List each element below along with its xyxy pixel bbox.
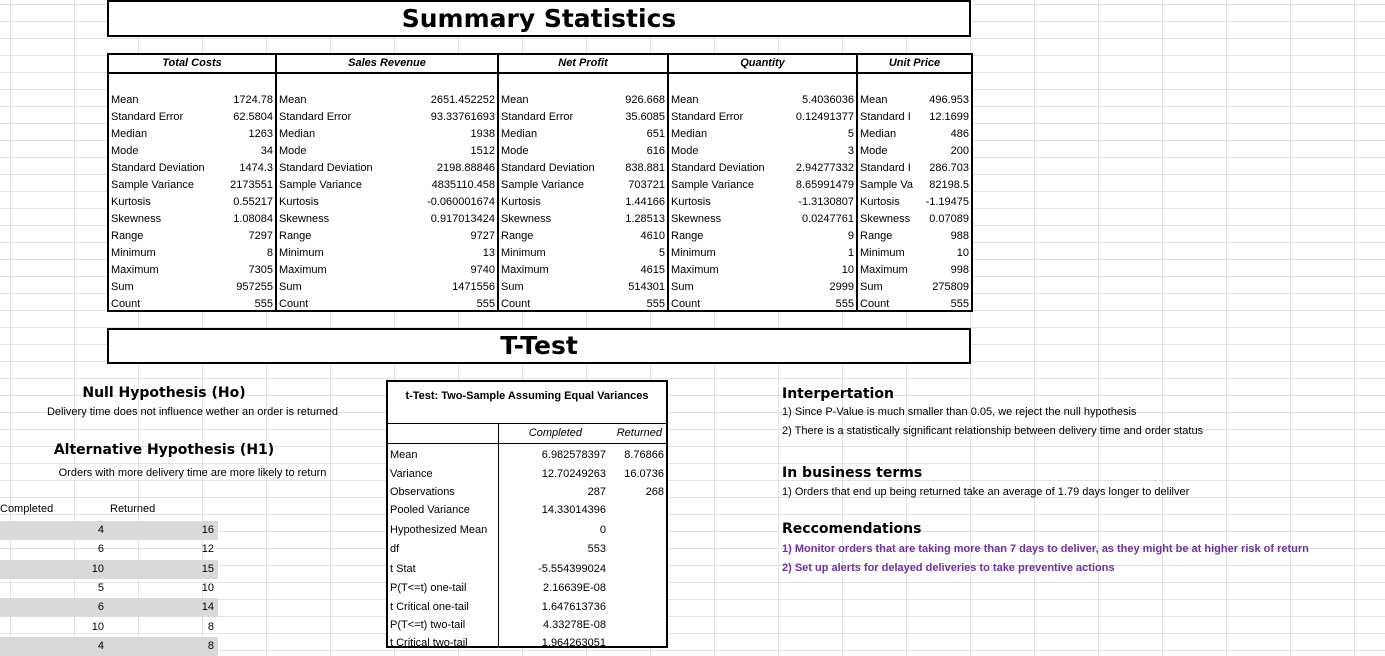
ttest-row-label: t Critical two-tail (390, 637, 468, 649)
stat-row (277, 177, 497, 194)
stat-label: Mean (111, 94, 139, 106)
ttest-row-label: t Critical one-tail (390, 601, 469, 613)
stat-row (669, 279, 856, 296)
delivery-row (0, 540, 218, 559)
stat-row (858, 109, 971, 126)
stat-label: Skewness (501, 213, 552, 225)
delivery-row (0, 618, 218, 637)
stat-label: Standard Error (671, 111, 744, 123)
ttest-title: T-Test (500, 331, 578, 360)
stat-value: 62.5804 (233, 111, 273, 123)
stat-label: Count (860, 298, 890, 310)
stat-value: 9 (847, 230, 854, 242)
stat-label: Skewness (671, 213, 722, 225)
stat-row (277, 296, 497, 312)
stat-value: 3 (847, 145, 854, 157)
stat-label: Minimum (501, 247, 546, 259)
stat-value: 555 (476, 298, 495, 310)
stat-label: Mode (860, 145, 888, 157)
alt-hypothesis-text: Orders with more delivery time are more likely to return (58, 467, 327, 479)
stat-row (499, 262, 667, 279)
stat-label: Range (501, 230, 534, 242)
stat-label: Median (671, 128, 708, 140)
stat-label: Count (671, 298, 701, 310)
stat-row (669, 245, 856, 262)
stat-row (109, 160, 275, 177)
stat-label: Mode (501, 145, 529, 157)
stat-label: Maximum (279, 264, 327, 276)
completed-cell: 4 (97, 524, 104, 536)
stat-row (858, 296, 971, 312)
stat-label: Kurtosis (111, 196, 151, 208)
stat-label: Standard I (860, 162, 911, 174)
stat-label: Kurtosis (671, 196, 711, 208)
stat-label: Count (279, 298, 309, 310)
stat-row (109, 126, 275, 143)
stat-row (858, 126, 971, 143)
stat-label: Skewness (860, 213, 911, 225)
stat-value: 616 (646, 145, 665, 157)
ttest-output-table (386, 380, 668, 648)
stat-block (497, 53, 669, 312)
completed-cell: 4 (97, 639, 104, 652)
stat-row (499, 211, 667, 228)
stat-label: Standard Error (279, 111, 352, 123)
stat-row (669, 126, 856, 143)
completed-cell: 6 (97, 601, 104, 614)
ttest-row-label: Observations (390, 486, 455, 498)
stat-label: Maximum (671, 264, 719, 276)
stat-label: Median (860, 128, 897, 140)
stat-value: 0.0247761 (802, 213, 854, 225)
ttest-row-label: Mean (390, 449, 418, 461)
stat-value: 7305 (248, 264, 273, 276)
ttest-row (388, 465, 666, 484)
stat-label: Skewness (111, 213, 162, 225)
stat-value: 1.08084 (233, 213, 273, 225)
stat-block-header: Quantity (669, 55, 856, 74)
stat-value: 555 (835, 298, 854, 310)
stat-block (856, 53, 973, 312)
stat-value: 1938 (470, 128, 495, 140)
stat-value: 4610 (640, 230, 665, 242)
ttest-completed-value: 287 (587, 486, 606, 498)
stat-row (277, 245, 497, 262)
stat-label: Standard Deviation (671, 162, 765, 174)
stat-row (109, 211, 275, 228)
stat-label: Sample Va (860, 179, 913, 191)
stat-label: Count (501, 298, 531, 310)
ttest-completed-value: 553 (587, 543, 606, 555)
stat-row (499, 160, 667, 177)
stat-row (858, 211, 971, 228)
ttest-row (388, 521, 666, 540)
stat-row (499, 279, 667, 296)
stat-row (109, 143, 275, 160)
alt-hypothesis-title: Alternative Hypothesis (H1) (53, 442, 275, 458)
stat-value: 9727 (470, 230, 495, 242)
stat-label: Maximum (501, 264, 549, 276)
completed-cell: 10 (91, 620, 104, 633)
stat-label: Sample Variance (501, 179, 584, 191)
stat-value: 2173551 (230, 179, 273, 191)
stat-value: 4835110.458 (431, 179, 495, 191)
stat-value: 1263 (248, 128, 273, 140)
ttest-completed-value: 4.33278E-08 (543, 619, 606, 631)
stat-label: Sum (860, 281, 883, 293)
stat-row (277, 262, 497, 279)
ttest-row-label: Variance (390, 468, 433, 480)
stat-row (277, 126, 497, 143)
ttest-col-returned: Returned (616, 427, 662, 439)
stat-value: 486 (950, 128, 969, 140)
stat-row (669, 160, 856, 177)
stat-row (858, 177, 971, 194)
interpretation-title: Interpertation (782, 386, 894, 402)
stat-value: 275809 (932, 281, 969, 293)
ttest-row (388, 634, 666, 653)
returned-cell: 12 (201, 543, 214, 556)
stat-value: 200 (950, 145, 969, 157)
stat-value: 82198.5 (929, 179, 969, 191)
stat-block-header: Net Profit (499, 55, 667, 74)
stat-label: Median (111, 128, 148, 140)
returned-cell: 8 (207, 620, 214, 633)
ttest-row-label: P(T<=t) one-tail (390, 582, 467, 594)
ttest-completed-value: 2.16639E-08 (543, 582, 606, 594)
stat-value: 35.6085 (625, 111, 665, 123)
stat-value: 1 (847, 247, 854, 259)
delivery-row (0, 598, 218, 617)
stat-value: -1.19475 (925, 196, 969, 208)
stat-row (499, 228, 667, 245)
stat-value: 957255 (236, 281, 273, 293)
stat-label: Standard Error (501, 111, 574, 123)
delivery-data-table (0, 501, 220, 651)
stat-row (858, 160, 971, 177)
stat-row (858, 279, 971, 296)
stat-value: 0.12491377 (795, 111, 854, 123)
stat-row (277, 279, 497, 296)
stat-block-header: Unit Price (858, 55, 971, 74)
null-hypothesis-title: Null Hypothesis (Ho) (82, 385, 246, 401)
ttest-completed-value: 6.982578397 (541, 449, 606, 461)
summary-title: Summary Statistics (401, 4, 677, 33)
stat-label: Maximum (111, 264, 159, 276)
stat-label: Standard Error (111, 111, 184, 123)
ttest-title-banner (107, 328, 971, 364)
ttest-returned-value: 16.0736 (624, 468, 664, 480)
ttest-col-headers (388, 424, 666, 443)
stat-value: 555 (646, 298, 665, 310)
stat-value: 496.953 (929, 94, 969, 106)
stat-row (858, 194, 971, 211)
stat-value: 7297 (248, 230, 273, 242)
stat-label: Mean (860, 94, 888, 106)
ttest-row-label: Pooled Variance (390, 504, 470, 516)
stat-row (669, 109, 856, 126)
stat-row (669, 194, 856, 211)
stat-row (669, 177, 856, 194)
stat-row (499, 296, 667, 312)
stat-value: 4615 (640, 264, 665, 276)
ttest-row-label: df (390, 543, 400, 555)
stat-row (277, 109, 497, 126)
stat-value: 0.07089 (929, 213, 969, 225)
stat-row (669, 211, 856, 228)
stat-row (858, 143, 971, 160)
ttest-row (388, 598, 666, 617)
ttest-row (388, 540, 666, 559)
summary-title-banner (107, 0, 971, 37)
stat-value: 2198.88846 (436, 162, 495, 174)
returned-cell: 10 (201, 581, 214, 594)
stat-label: Median (279, 128, 316, 140)
stat-value: 998 (950, 264, 969, 276)
stat-row (858, 262, 971, 279)
stat-block (107, 53, 277, 312)
ttest-row-label: Hypothesized Mean (390, 524, 488, 536)
stat-value: -0.060001674 (427, 196, 495, 208)
ttest-returned-value: 8.76866 (624, 449, 664, 461)
stat-block-header: Total Costs (109, 55, 275, 74)
stat-row (109, 245, 275, 262)
stat-value: 1471556 (452, 281, 495, 293)
stat-value: 8 (266, 247, 273, 259)
ttest-completed-value: 1.964263051 (541, 637, 606, 649)
stat-label: Standard I (860, 111, 911, 123)
completed-header: Completed (0, 503, 54, 515)
stat-value: 1724.78 (233, 94, 273, 106)
stat-label: Kurtosis (279, 196, 319, 208)
stat-row (669, 228, 856, 245)
stat-value: 651 (646, 128, 665, 140)
stat-label: Sum (111, 281, 134, 293)
stat-label: Kurtosis (860, 196, 900, 208)
stat-row (109, 228, 275, 245)
ttest-returned-value: 268 (645, 486, 664, 498)
stat-label: Kurtosis (501, 196, 541, 208)
ttest-completed-value: 14.33014396 (541, 504, 606, 516)
stat-value: 555 (950, 298, 969, 310)
interpretation-line-1: 1) Since P-Value is much smaller than 0.05, we reject the null hypothesis (782, 406, 1137, 418)
stat-row (669, 143, 856, 160)
stat-row (499, 126, 667, 143)
stat-value: 0.917013424 (430, 213, 495, 225)
business-title: In business terms (782, 465, 923, 481)
business-line-1: 1) Orders that end up being returned take an average of 1.79 days longer to delilver (782, 486, 1190, 498)
stat-label: Minimum (671, 247, 716, 259)
stat-label: Minimum (279, 247, 324, 259)
stat-row (109, 279, 275, 296)
stat-row (499, 143, 667, 160)
stat-row (669, 92, 856, 109)
stat-row (499, 194, 667, 211)
stat-label: Mode (671, 145, 699, 157)
recommendation-line-2: 2) Set up alerts for delayed deliveries to take preventive actions (782, 562, 1115, 574)
stat-label: Standard Deviation (501, 162, 595, 174)
stat-label: Sum (671, 281, 694, 293)
ttest-completed-value: -5.554399024 (538, 563, 606, 575)
stat-label: Range (671, 230, 704, 242)
stat-row (499, 245, 667, 262)
stat-label: Mode (111, 145, 139, 157)
stat-label: Standard Deviation (111, 162, 205, 174)
delivery-row (0, 560, 218, 579)
stat-value: 0.55217 (233, 196, 273, 208)
stat-block (667, 53, 858, 312)
stat-value: 2999 (829, 281, 854, 293)
ttest-row-label: t Stat (390, 563, 416, 575)
recommendations-title: Reccomendations (782, 521, 922, 537)
stat-value: 9740 (470, 264, 495, 276)
stat-value: 1474.3 (239, 162, 273, 174)
stat-value: 988 (950, 230, 969, 242)
ttest-row (388, 560, 666, 579)
stat-label: Mode (279, 145, 307, 157)
completed-cell: 5 (97, 581, 104, 594)
stat-value: 926.668 (625, 94, 665, 106)
ttest-row (388, 579, 666, 598)
stat-value: 2651.452252 (430, 94, 495, 106)
stat-row (858, 228, 971, 245)
stat-row (499, 92, 667, 109)
stat-block (275, 53, 499, 312)
stat-label: Skewness (279, 213, 330, 225)
stat-value: 286.703 (929, 162, 969, 174)
delivery-row (0, 637, 218, 656)
stat-value: 1512 (470, 145, 495, 157)
stat-row (669, 296, 856, 312)
stat-value: 5 (658, 247, 665, 259)
stat-label: Mean (671, 94, 699, 106)
delivery-row (0, 521, 218, 540)
stat-value: 838.881 (625, 162, 665, 174)
stat-label: Minimum (111, 247, 156, 259)
stat-row (109, 194, 275, 211)
stat-value: 12.1699 (929, 111, 969, 123)
ttest-row (388, 446, 666, 465)
ttest-row (388, 501, 666, 520)
summary-stats-table (107, 53, 973, 312)
null-hypothesis-text: Delivery time does not influence wether an order is returned (46, 406, 339, 418)
stat-row (277, 143, 497, 160)
stat-value: 2.94277332 (795, 162, 854, 174)
stat-row (277, 228, 497, 245)
stat-row (109, 109, 275, 126)
stat-value: 5.4036036 (802, 94, 854, 106)
ttest-col-completed: Completed (528, 427, 582, 439)
ttest-row-label: P(T<=t) two-tail (390, 619, 466, 631)
stat-label: Standard Deviation (279, 162, 373, 174)
stat-label: Range (111, 230, 144, 242)
stat-row (858, 92, 971, 109)
ttest-table-title: t-Test: Two-Sample Assuming Equal Variances (405, 390, 649, 402)
stat-label: Sum (279, 281, 302, 293)
completed-cell: 6 (97, 543, 104, 556)
stat-label: Mean (501, 94, 529, 106)
returned-cell: 16 (201, 524, 214, 536)
stat-value: 10 (956, 247, 969, 259)
returned-cell: 8 (207, 639, 214, 652)
stat-value: 555 (254, 298, 273, 310)
recommendation-line-1: 1) Monitor orders that are taking more than 7 days to deliver, as they might be at higher risk of return (782, 543, 1309, 555)
stat-row (277, 160, 497, 177)
stat-label: Range (860, 230, 893, 242)
stat-label: Median (501, 128, 538, 140)
ttest-completed-value: 12.70249263 (541, 468, 606, 480)
stat-value: 34 (260, 145, 273, 157)
stat-row (277, 194, 497, 211)
stat-row (499, 177, 667, 194)
stat-value: 10 (841, 264, 854, 276)
stat-value: -1.3130807 (798, 196, 854, 208)
returned-cell: 15 (201, 562, 214, 575)
stat-row (858, 245, 971, 262)
delivery-row (0, 579, 218, 598)
stat-label: Sample Variance (111, 179, 194, 191)
stat-value: 13 (482, 247, 495, 259)
stat-label: Minimum (860, 247, 905, 259)
stat-value: 8.65991479 (795, 179, 854, 191)
stat-label: Mean (279, 94, 307, 106)
stat-row (109, 92, 275, 109)
stat-row (109, 296, 275, 312)
completed-cell: 10 (91, 562, 104, 575)
stat-value: 1.44166 (625, 196, 665, 208)
ttest-completed-value: 0 (599, 524, 606, 536)
ttest-row (388, 483, 666, 502)
stat-value: 703721 (628, 179, 665, 191)
ttest-completed-value: 1.647613736 (541, 601, 606, 613)
stat-row (499, 109, 667, 126)
ttest-row (388, 616, 666, 635)
stat-value: 1.28513 (625, 213, 665, 225)
stat-block-header: Sales Revenue (277, 55, 497, 74)
stat-row (277, 211, 497, 228)
stat-label: Count (111, 298, 141, 310)
stat-row (109, 262, 275, 279)
returned-cell: 14 (201, 601, 214, 614)
stat-label: Maximum (860, 264, 908, 276)
stat-label: Sample Variance (279, 179, 362, 191)
stat-value: 5 (847, 128, 854, 140)
stat-row (669, 262, 856, 279)
stat-row (277, 92, 497, 109)
stat-label: Sum (501, 281, 524, 293)
interpretation-line-2: 2) There is a statistically significant relationship between delivery time and order status (782, 425, 1204, 437)
stat-label: Range (279, 230, 312, 242)
stat-value: 514301 (628, 281, 665, 293)
stat-label: Sample Variance (671, 179, 754, 191)
returned-header: Returned (110, 503, 156, 515)
stat-row (109, 177, 275, 194)
stat-value: 93.33761693 (430, 111, 495, 123)
